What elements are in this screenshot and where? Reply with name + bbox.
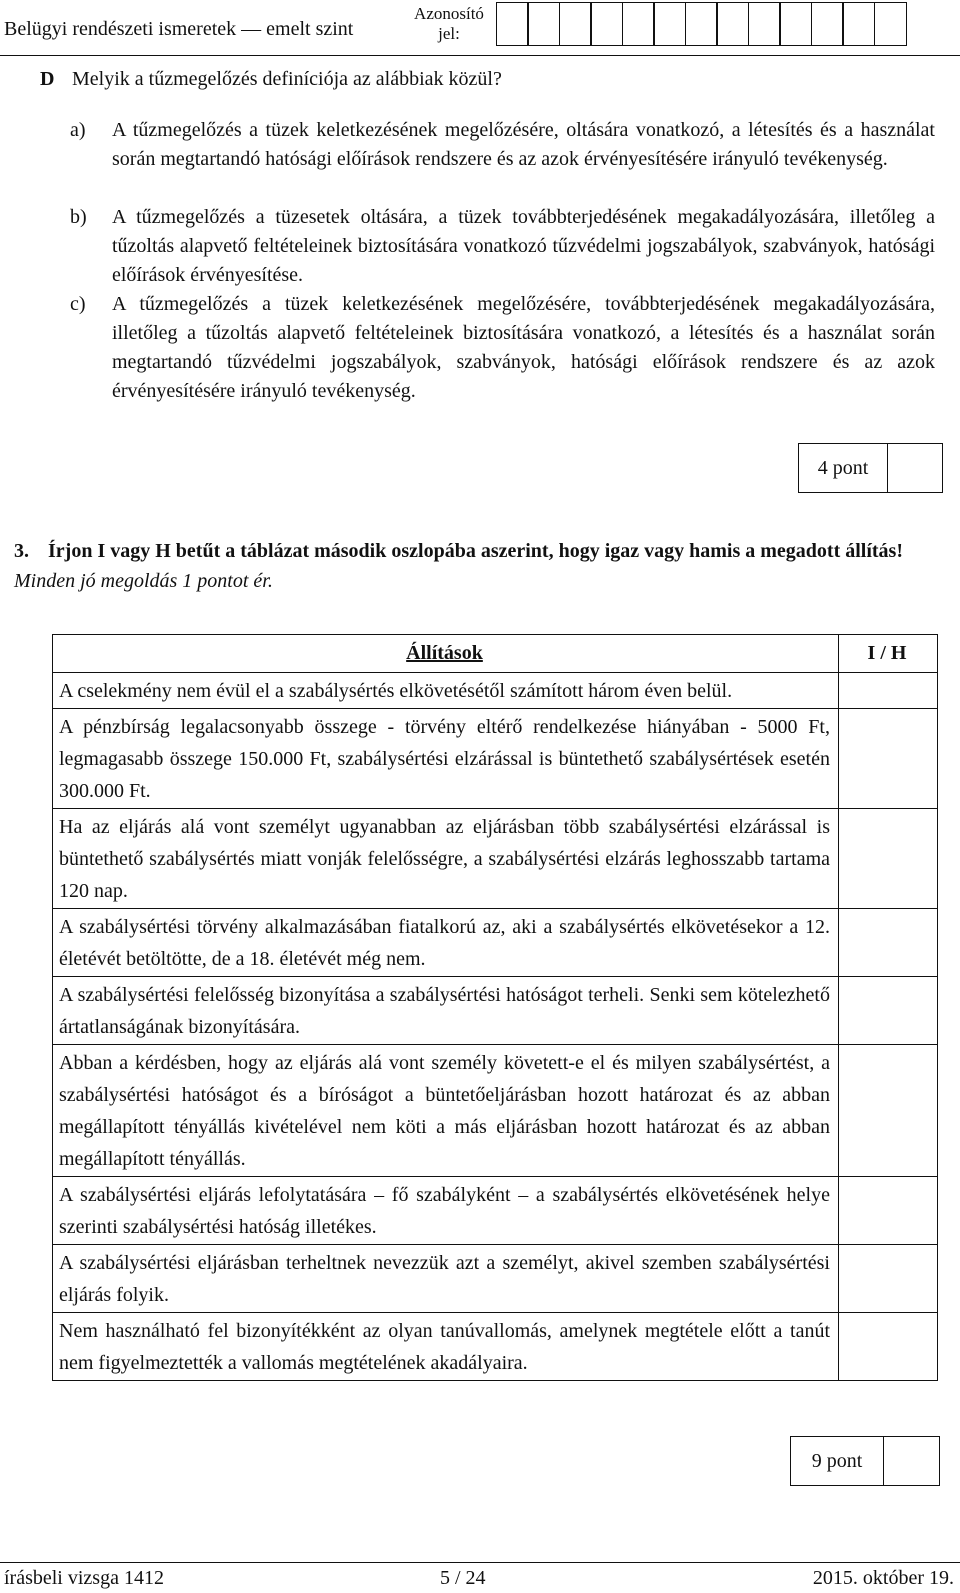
points-box-d: [798, 443, 943, 493]
points-box-3: [790, 1436, 940, 1486]
statement-text: A szabálysértési felelősség bizonyítása a szabálysértési hatóságot terheli. Senki sem kötelezhető ártatlanságának bizonyítására.: [53, 977, 839, 1045]
points-label: 4 pont: [799, 444, 888, 492]
statements-header: Állítások: [53, 635, 839, 673]
statement-text: A szabálysértési eljárásban terheltnek nevezzük azt a személyt, akivel szemben szabálysértési eljárás folyik.: [53, 1245, 839, 1313]
id-box[interactable]: [590, 2, 623, 46]
id-box[interactable]: [653, 2, 686, 46]
table-row: [53, 909, 938, 977]
option-a: [70, 116, 935, 174]
answer-cell[interactable]: [839, 709, 938, 809]
question-number: 3.: [14, 540, 29, 562]
option-label: c): [70, 293, 86, 315]
id-box[interactable]: [716, 2, 749, 46]
id-box[interactable]: [842, 2, 875, 46]
question-d: [40, 68, 502, 91]
question-letter: D: [40, 68, 55, 90]
id-box[interactable]: [496, 2, 529, 46]
option-label: a): [70, 119, 86, 141]
id-box[interactable]: [527, 2, 560, 46]
answer-cell[interactable]: [839, 673, 938, 709]
answer-cell[interactable]: [839, 1045, 938, 1177]
header-title: Belügyi rendészeti ismeretek — emelt szint: [4, 18, 354, 40]
table-row: [53, 1177, 938, 1245]
table-header-row: [53, 635, 938, 673]
option-label: b): [70, 206, 87, 228]
table-row: [53, 709, 938, 809]
page-number: 5 / 24: [440, 1567, 486, 1589]
table-row: [53, 673, 938, 709]
answer-cell[interactable]: [839, 977, 938, 1045]
footer-date: 2015. október 19.: [812, 1567, 954, 1589]
azonosito-label: Azonosító jel:: [414, 4, 484, 43]
answer-cell[interactable]: [839, 1177, 938, 1245]
id-box[interactable]: [622, 2, 655, 46]
id-box[interactable]: [811, 2, 844, 46]
table-row: [53, 1313, 938, 1381]
footer-exam-label: írásbeli vizsga 1412: [4, 1567, 164, 1589]
statement-text: A cselekmény nem évül el a szabálysértés elkövetésétől számított három éven belül.: [53, 673, 839, 709]
question-3: [14, 536, 934, 596]
option-text: A tűzmegelőzés a tüzesetek oltására, a tüzek továbbterjedésének megakadályozására, illetőleg a tűzoltás alapvető feltételeinek biztosítására vonatkozó tűzvédelmi jogszabályok, szabványok, hatósági előírások érvényesítése.: [112, 206, 935, 286]
option-text: A tűzmegelőzés a tüzek keletkezésének megelőzésére, oltására vonatkozó, a létesítés és a használat során megtartandó hatósági előírások rendszere és az azok érvényesítésére irányuló tevékenység.: [112, 119, 935, 170]
statements-table: [52, 634, 938, 1381]
table-row: [53, 809, 938, 909]
ih-header: I / H: [839, 635, 938, 673]
statement-text: A szabálysértési törvény alkalmazásában fiatalkorú az, aki a szabálysértés elkövetésekor a 12. életévét betöltötte, de a 18. életévét még nem.: [53, 909, 839, 977]
header-divider: [0, 55, 960, 56]
id-box[interactable]: [748, 2, 781, 46]
answer-cell[interactable]: [839, 1245, 938, 1313]
points-label: 9 pont: [791, 1437, 884, 1485]
statement-text: A pénzbírság legalacsonyabb összege - törvény eltérő rendelkezése hiányában - 5000 Ft, legmagasabb összege 150.000 Ft, szabálysértési elzárással is büntethető szabálysértések esetén 300.000 Ft.: [53, 709, 839, 809]
statement-text: Abban a kérdésben, hogy az eljárás alá vont személy követett-e el és milyen szabálysértést, a szabálysértési hatóságot és a bíróságot a büntetőeljárásban hozott határozat és az abban megállapított tényállás kivételével nem köti a más eljárásban hozott határozat és az abban megállapított tényállás.: [53, 1045, 839, 1177]
table-row: [53, 1245, 938, 1313]
id-box[interactable]: [779, 2, 812, 46]
id-box[interactable]: [685, 2, 718, 46]
table-row: [53, 977, 938, 1045]
id-box[interactable]: [559, 2, 592, 46]
answer-cell[interactable]: [839, 909, 938, 977]
footer-divider: [0, 1562, 960, 1563]
answer-cell[interactable]: [839, 1313, 938, 1381]
statement-text: A szabálysértési eljárás lefolytatására – fő szabályként – a szabálysértés elkövetésének helye szerinti szabálysértési hatóság illetékes.: [53, 1177, 839, 1245]
points-score-field[interactable]: [884, 1437, 939, 1485]
statement-text: Ha az eljárás alá vont személyt ugyanabban az eljárásban több szabálysértési elzárással is büntethető szabálysértés miatt vonják felelősségre, a szabálysértési elzárás leghosszabb tartama 120 nap.: [53, 809, 839, 909]
option-text: A tűzmegelőzés a tüzek keletkezésének megelőzésére, továbbterjedésének megakadályozására, illetőleg a tűzoltás alapvető feltételeinek biztosítására vonatkozó, a létesítés és a használat során megtartandó tűzvédelmi jogszabályok, szabványok, hatósági előírások rendszere és az azok érvényesítésére irányuló tevékenység.: [112, 293, 935, 402]
answer-cell[interactable]: [839, 809, 938, 909]
azonosito-boxes: [497, 2, 907, 46]
id-box[interactable]: [874, 2, 907, 46]
table-row: [53, 1045, 938, 1177]
option-b: [70, 203, 935, 290]
question-instruction: Írjon I vagy H betűt a táblázat második oszlopába aszerint, hogy igaz vagy hamis a megadott állítás!: [48, 540, 903, 562]
points-score-field[interactable]: [888, 444, 942, 492]
question-note: Minden jó megoldás 1 pontot ér.: [14, 570, 273, 592]
option-c: [70, 290, 935, 406]
question-text: Melyik a tűzmegelőzés definíciója az alábbiak közül?: [72, 68, 502, 90]
statement-text: Nem használható fel bizonyítékként az olyan tanúvallomás, amelynek megtétele előtt a tanút nem figyelmeztették a vallomás megtételének akadályaira.: [53, 1313, 839, 1381]
